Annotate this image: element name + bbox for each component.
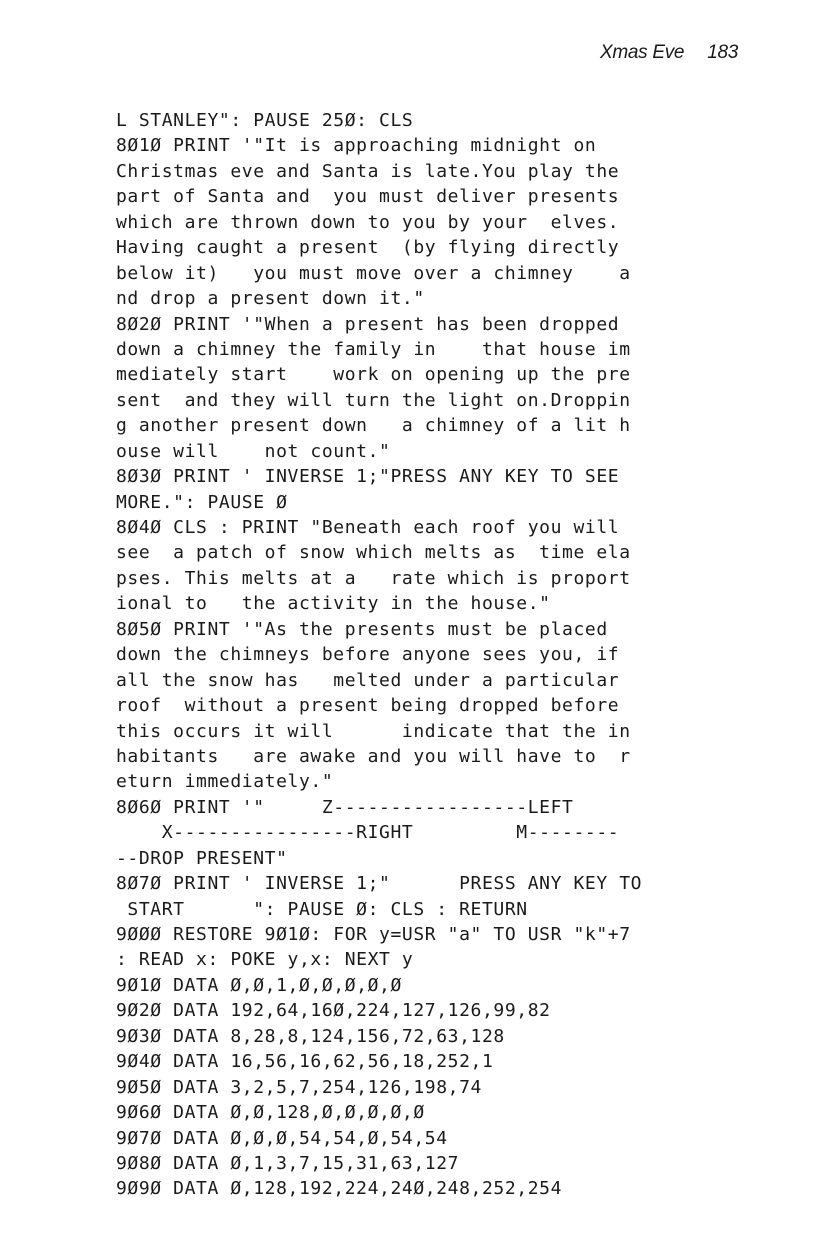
code-line: MORE.": PAUSE Ø [116, 491, 288, 513]
code-line: 8Ø4Ø CLS : PRINT "Beneath each roof you will [116, 517, 620, 538]
code-line: 9Ø1Ø DATA Ø,Ø,1,Ø,Ø,Ø,Ø,Ø [116, 974, 402, 996]
code-line: below it) you must move over a chimney a [116, 262, 631, 284]
code-line: 9Ø4Ø DATA 16,56,16,62,56,18,252,1 [116, 1051, 494, 1073]
chapter-title: Xmas Eve [600, 42, 685, 63]
basic-program-listing [116, 108, 816, 1202]
code-line: part of Santa and you must deliver presents [116, 186, 620, 208]
code-line: : READ x: POKE y,x: NEXT y [116, 949, 414, 971]
code-line: 9Ø6Ø DATA Ø,Ø,128,Ø,Ø,Ø,Ø,Ø [116, 1102, 425, 1124]
code-line: nd drop a present down it." [116, 288, 425, 310]
code-line: eturn immediately." [116, 771, 334, 793]
code-line: 8Ø5Ø PRINT '"As the presents must be placed [116, 618, 608, 640]
code-line: 9Ø7Ø DATA Ø,Ø,Ø,54,54,Ø,54,54 [116, 1127, 448, 1149]
code-line: pses. This melts at a rate which is proport [116, 567, 631, 589]
page-header [600, 42, 738, 64]
code-line: ouse will not count." [116, 440, 391, 462]
code-line: mediately start work on opening up the pre [116, 364, 631, 386]
code-line: down the chimneys before anyone sees you, if [116, 644, 620, 666]
code-line: 8Ø1Ø PRINT '"It is approaching midnight on [116, 135, 597, 157]
code-line: 8Ø7Ø PRINT ' INVERSE 1;" PRESS ANY KEY TO [116, 873, 643, 895]
code-line: START ": PAUSE Ø: CLS : RETURN [116, 898, 528, 920]
code-line: see a patch of snow which melts as time ela [116, 542, 631, 564]
code-line: 9Ø5Ø DATA 3,2,5,7,254,126,198,74 [116, 1076, 482, 1098]
code-line: 9Ø3Ø DATA 8,28,8,124,156,72,63,128 [116, 1025, 505, 1047]
code-line: 8Ø2Ø PRINT '"When a present has been dropped [116, 313, 620, 335]
code-line: Christmas eve and Santa is late.You play the [116, 160, 620, 182]
code-line: 8Ø6Ø PRINT '" Z-----------------LEFT [116, 796, 574, 818]
code-line: roof without a present being dropped before [116, 695, 620, 717]
code-line: 9Ø9Ø DATA Ø,128,192,224,24Ø,248,252,254 [116, 1178, 563, 1200]
code-line: L STANLEY": PAUSE 25Ø: CLS [116, 110, 414, 131]
page-number: 183 [707, 42, 738, 63]
code-line: 9Ø2Ø DATA 192,64,16Ø,224,127,126,99,82 [116, 1000, 551, 1022]
code-line: Having caught a present (by flying directly [116, 237, 620, 259]
code-line: 8Ø3Ø PRINT ' INVERSE 1;"PRESS ANY KEY TO SEE [116, 466, 620, 488]
code-line: this occurs it will indicate that the in [116, 720, 631, 742]
code-line: g another present down a chimney of a lit h [116, 415, 631, 437]
code-line: which are thrown down to you by your elves. [116, 211, 620, 233]
code-line: ional to the activity in the house." [116, 593, 551, 615]
code-line: sent and they will turn the light on.Droppin [116, 389, 631, 411]
code-line: down a chimney the family in that house im [116, 338, 631, 360]
code-line: --DROP PRESENT" [116, 847, 288, 869]
code-line: 9Ø8Ø DATA Ø,1,3,7,15,31,63,127 [116, 1152, 460, 1174]
code-line: all the snow has melted under a particular [116, 669, 620, 691]
code-line: 9ØØØ RESTORE 9Ø1Ø: FOR y=USR "a" TO USR "k"+7 [116, 924, 631, 945]
code-line: X----------------RIGHT M-------- [116, 822, 620, 844]
code-line: habitants are awake and you will have to r [116, 745, 631, 767]
